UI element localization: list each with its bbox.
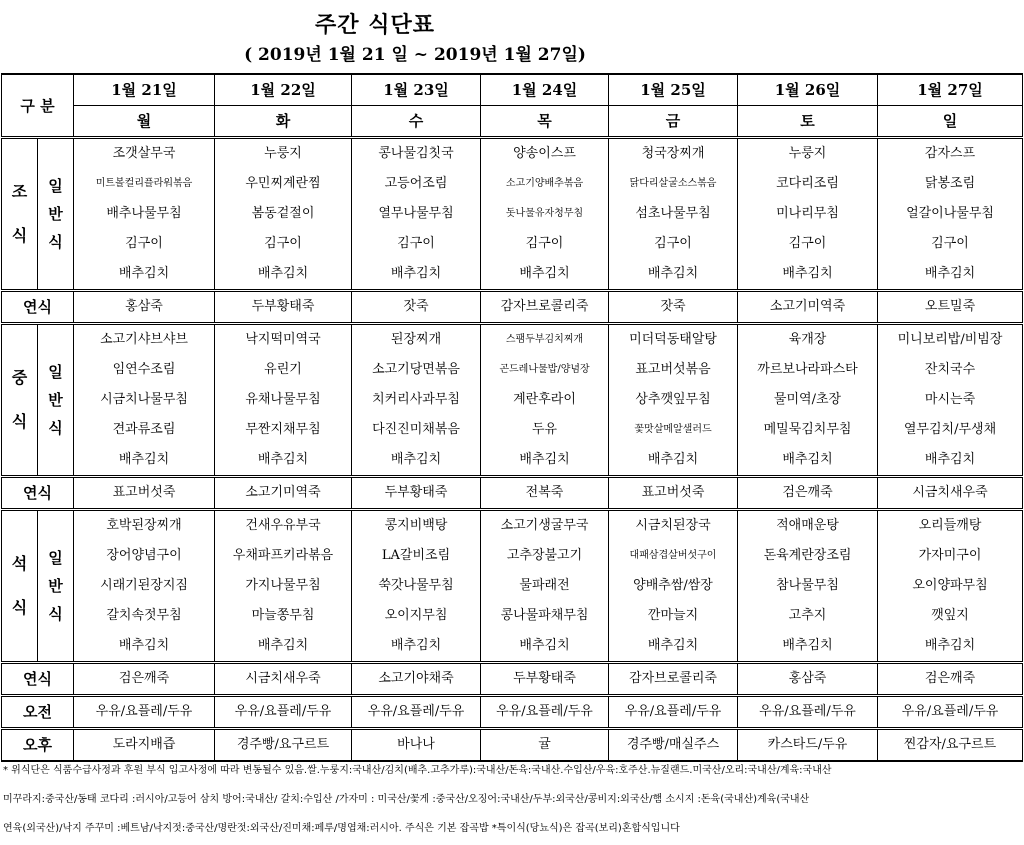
table-row — [2, 663, 1023, 696]
soft-diet-cell: 감자브로콜리죽 — [481, 291, 609, 324]
menu-cell: 가지나물무침 — [215, 571, 352, 601]
menu-cell: 김구이 — [878, 229, 1023, 259]
table-row — [2, 571, 1023, 601]
menu-cell: 꽃맛살메알샐러드 — [609, 415, 738, 445]
menu-cell: 고추장불고기 — [481, 541, 609, 571]
table-row — [2, 355, 1023, 385]
menu-cell: 곤드레나물밥/양념장 — [481, 355, 609, 385]
menu-cell: 우민찌계란찜 — [215, 169, 352, 199]
menu-cell: 메밀묵김치무침 — [738, 415, 878, 445]
menu-cell: 배추김치 — [215, 445, 352, 477]
dinner-soft-label: 연식 — [2, 663, 74, 696]
weekday-cell: 월 — [74, 106, 215, 138]
menu-cell: 배추김치 — [352, 631, 481, 663]
notes — [1, 756, 1022, 843]
menu-cell: 배추김치 — [738, 631, 878, 663]
soft-diet-cell: 오트밀죽 — [878, 291, 1023, 324]
snack-cell: 우유/요플레/두유 — [352, 696, 481, 729]
note-line: * 위식단은 식품수급사정과 후원 부식 입고사정에 따라 변동될수 있음.쌀.누룽지:국내산/김치(배추.고추가루):국내산/돈육:국내산.수입산/우육:호주산.뉴질랜드.미국산/오리:국내산/계육:국내산 — [3, 765, 832, 776]
snack-cell: 귤 — [481, 729, 609, 762]
table-row — [2, 106, 1023, 138]
menu-cell: 김구이 — [609, 229, 738, 259]
menu-cell: 돗나물유자청무침 — [481, 199, 609, 229]
menu-cell: 건새우유부국 — [215, 510, 352, 542]
menu-cell: 깻잎지 — [878, 601, 1023, 631]
menu-cell: 닭봉조림 — [878, 169, 1023, 199]
menu-cell: 양송이스프 — [481, 138, 609, 170]
menu-cell: 닭다리살굴소스볶음 — [609, 169, 738, 199]
menu-table — [1, 73, 1023, 762]
menu-cell: 섬초나물무침 — [609, 199, 738, 229]
table-row — [2, 138, 1023, 170]
menu-cell: 두유 — [481, 415, 609, 445]
menu-cell: 배추김치 — [878, 631, 1023, 663]
menu-cell: 잔치국수 — [878, 355, 1023, 385]
soft-diet-cell: 두부황태죽 — [481, 663, 609, 696]
date-cell: 1월 23일 — [352, 74, 481, 106]
menu-cell: 양배추쌈/쌈장 — [609, 571, 738, 601]
menu-cell: 쑥갓나물무침 — [352, 571, 481, 601]
soft-diet-cell: 잣죽 — [352, 291, 481, 324]
menu-cell: 시금치된장국 — [609, 510, 738, 542]
menu-cell: LA갈비조림 — [352, 541, 481, 571]
page-title: 주간 식단표 — [315, 12, 435, 38]
soft-diet-cell: 검은깨죽 — [74, 663, 215, 696]
menu-cell: 얼갈이나물무침 — [878, 199, 1023, 229]
menu-cell: 배추김치 — [352, 259, 481, 291]
menu-cell: 배추김치 — [74, 631, 215, 663]
table-row — [2, 169, 1023, 199]
menu-cell: 돈육계란장조림 — [738, 541, 878, 571]
date-cell: 1월 24일 — [481, 74, 609, 106]
table-row — [2, 259, 1023, 291]
snack-cell: 우유/요플레/두유 — [878, 696, 1023, 729]
table-row — [2, 291, 1023, 324]
menu-cell: 김구이 — [481, 229, 609, 259]
dinner-general-label: 일 반 식 — [38, 510, 74, 663]
table-row — [2, 510, 1023, 542]
table-row — [2, 631, 1023, 663]
date-range: ( 2019년 1월 21 일 ~ 2019년 1월 27일) — [244, 45, 586, 65]
menu-cell: 다진진미채볶음 — [352, 415, 481, 445]
menu-cell: 김구이 — [352, 229, 481, 259]
note-line: 미꾸라지:중국산/동태 코다리 :러시아/고등어 삼치 방어:국내산/ 갈치:수입산 /가자미 : 미국산/꽃게 :중국산/오징어:국내산/두부:외국산/콩비지:외국산/햄 소시지 :돈육(국내산)계육(국내산 — [3, 794, 810, 805]
date-cell: 1월 22일 — [215, 74, 352, 106]
table-row — [2, 74, 1023, 106]
menu-cell: 배추김치 — [738, 259, 878, 291]
date-cell: 1월 25일 — [609, 74, 738, 106]
menu-cell: 소고기당면볶음 — [352, 355, 481, 385]
snack-cell: 우유/요플레/두유 — [738, 696, 878, 729]
menu-cell: 미더덕동태알탕 — [609, 324, 738, 356]
soft-diet-cell: 홍삼죽 — [74, 291, 215, 324]
menu-cell: 마시는죽 — [878, 385, 1023, 415]
table-row — [2, 385, 1023, 415]
snack-cell: 경주빵/매실주스 — [609, 729, 738, 762]
menu-cell: 배추김치 — [74, 259, 215, 291]
soft-diet-cell: 표고버섯죽 — [609, 477, 738, 510]
menu-cell: 장어양념구이 — [74, 541, 215, 571]
soft-diet-cell: 두부황태죽 — [352, 477, 481, 510]
menu-cell: 적애매운탕 — [738, 510, 878, 542]
menu-cell: 오리들깨탕 — [878, 510, 1023, 542]
menu-cell: 갈치속젓무침 — [74, 601, 215, 631]
soft-diet-cell: 소고기야채죽 — [352, 663, 481, 696]
table-row — [2, 199, 1023, 229]
table-row — [2, 477, 1023, 510]
date-cell: 1월 27일 — [878, 74, 1023, 106]
menu-cell: 김구이 — [738, 229, 878, 259]
date-cell: 1월 21일 — [74, 74, 215, 106]
menu-cell: 오이양파무침 — [878, 571, 1023, 601]
table-row — [2, 445, 1023, 477]
menu-cell: 배추김치 — [74, 445, 215, 477]
menu-cell: 감자스프 — [878, 138, 1023, 170]
menu-cell: 스팸두부김치찌개 — [481, 324, 609, 356]
soft-diet-cell: 두부황태죽 — [215, 291, 352, 324]
soft-diet-cell: 표고버섯죽 — [74, 477, 215, 510]
soft-diet-cell: 검은깨죽 — [878, 663, 1023, 696]
menu-cell: 임연수조림 — [74, 355, 215, 385]
menu-cell: 호박된장찌개 — [74, 510, 215, 542]
soft-diet-cell: 소고기미역죽 — [215, 477, 352, 510]
menu-cell: 계란후라이 — [481, 385, 609, 415]
menu-cell: 배추김치 — [878, 445, 1023, 477]
breakfast-general-label: 일 반 식 — [38, 138, 74, 291]
table-row — [2, 229, 1023, 259]
menu-cell: 유채나물무침 — [215, 385, 352, 415]
snack-cell: 카스타드/두유 — [738, 729, 878, 762]
menu-cell: 오이지무침 — [352, 601, 481, 631]
weekday-cell: 금 — [609, 106, 738, 138]
soft-diet-cell: 시금치새우죽 — [215, 663, 352, 696]
menu-cell: 배추김치 — [609, 445, 738, 477]
table-row — [2, 324, 1023, 356]
table-row — [2, 696, 1023, 729]
menu-cell: 무짠지채무침 — [215, 415, 352, 445]
table-row — [2, 601, 1023, 631]
menu-cell: 배추김치 — [215, 259, 352, 291]
menu-cell: 미니보리밥/비빔장 — [878, 324, 1023, 356]
menu-cell: 치커리사과무침 — [352, 385, 481, 415]
menu-cell: 물미역/초장 — [738, 385, 878, 415]
menu-cell: 마늘쫑무침 — [215, 601, 352, 631]
am-snack-label: 오전 — [2, 696, 74, 729]
snack-cell: 우유/요플레/두유 — [481, 696, 609, 729]
menu-cell: 배추김치 — [215, 631, 352, 663]
weekday-cell: 토 — [738, 106, 878, 138]
menu-cell: 미나리무침 — [738, 199, 878, 229]
menu-cell: 콩나물김칫국 — [352, 138, 481, 170]
menu-cell: 누룽지 — [738, 138, 878, 170]
menu-cell: 견과류조림 — [74, 415, 215, 445]
header-label: 구 분 — [2, 74, 74, 138]
soft-diet-cell: 검은깨죽 — [738, 477, 878, 510]
menu-cell: 소고기샤브샤브 — [74, 324, 215, 356]
snack-cell: 경주빵/요구르트 — [215, 729, 352, 762]
table-row — [2, 415, 1023, 445]
weekday-cell: 일 — [878, 106, 1023, 138]
snack-cell: 우유/요플레/두유 — [215, 696, 352, 729]
menu-cell: 상추깻잎무침 — [609, 385, 738, 415]
menu-cell: 고추지 — [738, 601, 878, 631]
snack-cell: 우유/요플레/두유 — [74, 696, 215, 729]
menu-cell: 시래기된장지짐 — [74, 571, 215, 601]
menu-cell: 배추김치 — [738, 445, 878, 477]
menu-cell: 배추김치 — [481, 631, 609, 663]
menu-cell: 까르보나라파스타 — [738, 355, 878, 385]
snack-cell: 바나나 — [352, 729, 481, 762]
menu-cell: 물파래전 — [481, 571, 609, 601]
menu-cell: 낙지떡미역국 — [215, 324, 352, 356]
date-cell: 1월 26일 — [738, 74, 878, 106]
menu-cell: 열무김치/무생채 — [878, 415, 1023, 445]
menu-cell: 청국장찌개 — [609, 138, 738, 170]
weekday-cell: 목 — [481, 106, 609, 138]
menu-cell: 봄동겉절이 — [215, 199, 352, 229]
menu-cell: 조갯살무국 — [74, 138, 215, 170]
lunch-label: 중 식 — [2, 324, 38, 477]
lunch-general-label: 일 반 식 — [38, 324, 74, 477]
menu-cell: 콩지비백탕 — [352, 510, 481, 542]
menu-cell: 된장찌개 — [352, 324, 481, 356]
weekday-cell: 수 — [352, 106, 481, 138]
dinner-label: 석 식 — [2, 510, 38, 663]
menu-cell: 배추김치 — [609, 259, 738, 291]
menu-cell: 배추김치 — [481, 445, 609, 477]
menu-cell: 열무나물무침 — [352, 199, 481, 229]
snack-cell: 우유/요플레/두유 — [609, 696, 738, 729]
weekday-cell: 화 — [215, 106, 352, 138]
table-row — [2, 541, 1023, 571]
menu-cell: 배추김치 — [352, 445, 481, 477]
soft-diet-cell: 시금치새우죽 — [878, 477, 1023, 510]
breakfast-soft-label: 연식 — [2, 291, 74, 324]
menu-cell: 배추김치 — [481, 259, 609, 291]
soft-diet-cell: 감자브로콜리죽 — [609, 663, 738, 696]
menu-cell: 김구이 — [215, 229, 352, 259]
menu-cell: 김구이 — [74, 229, 215, 259]
soft-diet-cell: 소고기미역죽 — [738, 291, 878, 324]
menu-cell: 배추김치 — [609, 631, 738, 663]
menu-cell: 콩나물파채무침 — [481, 601, 609, 631]
note-line: 연육(외국산)/낙지 주꾸미 :베트남/낙지젓:중국산/명란젓:외국산/진미채:페루/명엽채:러시아. 주식은 기본 잡곡밥 *특이식(당뇨식)은 잡곡(보리)혼합식입니다 — [3, 823, 680, 834]
menu-cell: 참나물무침 — [738, 571, 878, 601]
menu-cell: 가자미구이 — [878, 541, 1023, 571]
menu-cell: 깐마늘지 — [609, 601, 738, 631]
menu-cell: 표고버섯볶음 — [609, 355, 738, 385]
menu-cell: 코다리조림 — [738, 169, 878, 199]
lunch-soft-label: 연식 — [2, 477, 74, 510]
menu-cell: 시금치나물무침 — [74, 385, 215, 415]
breakfast-label: 조 식 — [2, 138, 38, 291]
menu-cell: 대패삼겹살버섯구이 — [609, 541, 738, 571]
menu-cell: 고등어조림 — [352, 169, 481, 199]
menu-cell: 누룽지 — [215, 138, 352, 170]
soft-diet-cell: 전복죽 — [481, 477, 609, 510]
snack-cell: 도라지배즙 — [74, 729, 215, 762]
menu-cell: 유린기 — [215, 355, 352, 385]
menu-cell: 우채파프키라볶음 — [215, 541, 352, 571]
menu-cell: 소고기생굴무국 — [481, 510, 609, 542]
menu-cell: 배추김치 — [878, 259, 1023, 291]
soft-diet-cell: 잣죽 — [609, 291, 738, 324]
soft-diet-cell: 홍삼죽 — [738, 663, 878, 696]
pm-snack-label: 오후 — [2, 729, 74, 762]
menu-cell: 육개장 — [738, 324, 878, 356]
menu-cell: 소고기양배추볶음 — [481, 169, 609, 199]
snack-cell: 찐감자/요구르트 — [878, 729, 1023, 762]
menu-cell: 배추나물무침 — [74, 199, 215, 229]
menu-cell: 미트볼컬리플라워볶음 — [74, 169, 215, 199]
